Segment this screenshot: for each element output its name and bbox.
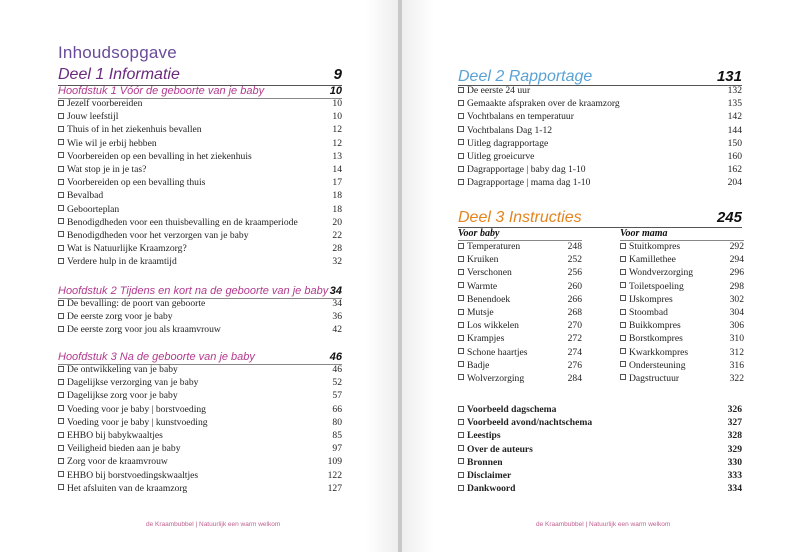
deel-3-label: Deel 3 Instructies (458, 209, 582, 226)
toc-entry-page: 274 (567, 346, 582, 358)
toc-entry-page: 284 (567, 372, 582, 384)
toc-entry-label: Toiletspoeling (629, 280, 684, 292)
checkbox-icon (58, 445, 64, 451)
toc-entry-label: Wat stop je in je tas? (67, 164, 147, 176)
deel-3-underline (458, 227, 742, 228)
toc-entry[interactable] (620, 266, 744, 279)
toc-entry[interactable] (458, 280, 582, 293)
toc-entry-label: Stuitkompres (629, 241, 681, 253)
toc-entry-page: 14 (332, 164, 342, 176)
toc-entry-label: Schone haartjes (467, 346, 528, 358)
toc-entry[interactable] (58, 455, 342, 468)
toc-entry-page: 276 (567, 359, 582, 371)
toc-entry-label: Uitleg groeicurve (467, 151, 535, 163)
toc-entry-page: 248 (567, 241, 582, 253)
toc-entry-page: 329 (727, 443, 742, 455)
checkbox-icon (58, 205, 64, 211)
toc-entry-page: 294 (729, 254, 744, 266)
toc-entry-label: Voorbeeld dagschema (467, 404, 557, 416)
checkbox-icon (458, 472, 464, 478)
voor-mama-list (620, 240, 744, 385)
toc-entry[interactable] (458, 176, 742, 189)
toc-entry-label: EHBO bij babykwaaltjes (67, 430, 163, 442)
toc-entry-page: 310 (729, 333, 744, 345)
toc-entry-page: 46 (332, 364, 342, 376)
toc-entry-page: 28 (332, 243, 342, 255)
toc-entry-page: 268 (567, 307, 582, 319)
voor-mama-heading: Voor mama (620, 228, 668, 239)
toc-entry-label: Dagrapportage | mama dag 1-10 (467, 177, 591, 189)
toc-entry-page: 312 (729, 346, 744, 358)
checkbox-icon (58, 405, 64, 411)
toc-entry-label: Benodigdheden voor het verzorgen van je baby (67, 229, 249, 241)
toc-entry-page: 10 (332, 98, 342, 110)
toc-entry-label: Voeding voor je baby | kunstvoeding (67, 416, 208, 428)
toc-entry-page: 13 (332, 150, 342, 162)
toc-entry[interactable] (620, 319, 744, 332)
toc-entry[interactable] (58, 150, 342, 163)
toc-entry-label: Vochtbalans Dag 1-12 (467, 124, 553, 136)
toc-entry-label: De bevalling: de poort van geboorte (67, 298, 206, 310)
hoofdstuk-3-label: Hoofdstuk 3 Na de geboorte van je baby (58, 351, 255, 363)
checkbox-icon (458, 445, 464, 451)
checkbox-icon (458, 126, 464, 132)
toc-entry-label: Warmte (467, 280, 498, 292)
checkbox-icon (58, 379, 64, 385)
toc-entry[interactable] (58, 323, 342, 336)
toc-entry-label: Vochtbalans en temperatuur (467, 111, 574, 123)
toc-entry-page: 42 (332, 324, 342, 336)
toc-entry[interactable] (458, 403, 742, 416)
checkbox-icon (620, 335, 626, 341)
toc-entry[interactable] (58, 403, 342, 416)
checkbox-icon (458, 269, 464, 275)
toc-entry-label: Krampjes (467, 333, 505, 345)
toc-entry-page: 144 (727, 124, 742, 136)
toc-entry-page: 22 (332, 229, 342, 241)
toc-entry-label: Voorbereiden op een bevalling thuis (67, 177, 206, 189)
toc-entry-label: Over de auteurs (467, 443, 533, 455)
checkbox-icon (58, 126, 64, 132)
toc-entry-page: 132 (727, 85, 742, 97)
toc-entry-label: IJskompres (629, 293, 673, 305)
toc-entry[interactable] (58, 442, 342, 455)
hoofdstuk-1-list (58, 97, 342, 268)
toc-entry[interactable] (620, 253, 744, 266)
checkbox-icon (58, 231, 64, 237)
toc-entry[interactable] (58, 297, 342, 310)
toc-entry[interactable] (58, 176, 342, 189)
toc-entry-page: 298 (729, 280, 744, 292)
checkbox-icon (58, 166, 64, 172)
toc-entry-label: Badje (467, 359, 490, 371)
toc-entry[interactable] (620, 240, 744, 253)
toc-entry[interactable] (58, 97, 342, 110)
toc-entry-page: 322 (729, 372, 744, 384)
toc-entry[interactable] (58, 416, 342, 429)
toc-entry[interactable] (620, 306, 744, 319)
toc-entry-page: 18 (332, 190, 342, 202)
toc-entry-page: 306 (729, 320, 744, 332)
toc-entry[interactable] (458, 346, 582, 359)
toc-entry-label: Dagrapportage | baby dag 1-10 (467, 164, 586, 176)
toc-entry-page: 252 (567, 254, 582, 266)
checkbox-icon (58, 179, 64, 185)
toc-entry-label: Dagelijkse zorg voor je baby (67, 390, 178, 402)
checkbox-icon (58, 192, 64, 198)
deel-3-heading[interactable] (458, 209, 742, 227)
toc-entry-label: De ontwikkeling van je baby (67, 364, 178, 376)
toc-entry-page: 12 (332, 124, 342, 136)
toc-entry-page: 36 (332, 311, 342, 323)
checkbox-icon (458, 419, 464, 425)
toc-entry-label: Borstkompres (629, 333, 683, 345)
toc-entry-page: 327 (727, 417, 742, 429)
toc-entry[interactable] (458, 137, 742, 150)
toc-entry[interactable] (458, 306, 582, 319)
toc-entry-page: 34 (332, 298, 342, 310)
toc-entry-label: Benendoek (467, 293, 511, 305)
checkbox-icon (458, 374, 464, 380)
toc-entry-page: 135 (727, 98, 742, 110)
toc-entry[interactable] (458, 469, 742, 482)
toc-entry-label: Verdere hulp in de kraamtijd (67, 256, 177, 268)
toc-entry-label: Kruiken (467, 254, 499, 266)
toc-entry-page: 109 (327, 456, 342, 468)
toc-entry[interactable] (458, 443, 742, 456)
toc-entry-label: Wolverzorging (467, 372, 525, 384)
deel-2-list (458, 84, 742, 190)
toc-entry-page: 12 (332, 137, 342, 149)
checkbox-icon (58, 484, 64, 490)
toc-entry-label: Bevalbad (67, 190, 104, 202)
toc-entry-page: 272 (567, 333, 582, 345)
checkbox-icon (620, 348, 626, 354)
toc-entry-label: Wat is Natuurlijke Kraamzorg? (67, 243, 187, 255)
checkbox-icon (458, 166, 464, 172)
toc-entry-label: Jezelf voorbereiden (67, 98, 143, 110)
toc-entry-label: Mutsje (467, 307, 494, 319)
toc-entry-page: 266 (567, 293, 582, 305)
hoofdstuk-2-heading[interactable] (58, 285, 342, 297)
toc-entry-page: 256 (567, 267, 582, 279)
hoofdstuk-2-list (58, 297, 342, 337)
checkbox-icon (458, 485, 464, 491)
voor-baby-heading: Voor baby (458, 228, 500, 239)
toc-entry-page: 302 (729, 293, 744, 305)
toc-entry-page: 52 (332, 377, 342, 389)
toc-entry[interactable] (58, 482, 342, 495)
footer-left: de Kraambubbel | Natuurlijk een warm welkom (146, 521, 281, 528)
checkbox-icon (458, 282, 464, 288)
toc-entry[interactable] (458, 293, 582, 306)
toc-entry[interactable] (458, 240, 582, 253)
checkbox-icon (458, 432, 464, 438)
checkbox-icon (458, 322, 464, 328)
toc-entry[interactable] (58, 255, 342, 268)
toc-entry-label: Benodigdheden voor een thuisbevalling en de kraamperiode (67, 216, 298, 228)
checkbox-icon (458, 406, 464, 412)
hoofdstuk-3-page: 46 (329, 351, 342, 363)
toc-entry-label: Disclaimer (467, 470, 512, 482)
toc-entry-page: 57 (332, 390, 342, 402)
checkbox-icon (620, 269, 626, 275)
toc-entry-label: Temperaturen (467, 241, 521, 253)
toc-entry-label: Buikkompres (629, 320, 681, 332)
toc-entry[interactable] (58, 242, 342, 255)
checkbox-icon (58, 392, 64, 398)
toc-entry-label: De eerste zorg voor jou als kraamvrouw (67, 324, 221, 336)
toc-entry-page: 18 (332, 203, 342, 215)
checkbox-icon (58, 300, 64, 306)
toc-entry-page: 204 (727, 177, 742, 189)
checkbox-icon (458, 309, 464, 315)
checkbox-icon (58, 113, 64, 119)
right-page (402, 0, 800, 552)
checkbox-icon (58, 366, 64, 372)
toc-entry[interactable] (58, 429, 342, 442)
checkbox-icon (458, 243, 464, 249)
toc-entry[interactable] (58, 137, 342, 150)
toc-entry-page: 127 (327, 482, 342, 494)
toc-entry[interactable] (458, 253, 582, 266)
toc-entry-label: Het afsluiten van de kraamzorg (67, 482, 188, 494)
toc-entry-label: Uitleg dagrapportage (467, 137, 549, 149)
toc-entry[interactable] (620, 372, 744, 385)
toc-entry[interactable] (620, 280, 744, 293)
checkbox-icon (58, 471, 64, 477)
toc-entry[interactable] (58, 216, 342, 229)
checkbox-icon (620, 256, 626, 262)
toc-entry-label: Veiligheid bieden aan je baby (67, 443, 181, 455)
checkbox-icon (458, 256, 464, 262)
hoofdstuk-2-page: 34 (329, 285, 342, 297)
toc-entry[interactable] (458, 97, 742, 110)
checkbox-icon (458, 361, 464, 367)
checkbox-icon (458, 348, 464, 354)
checkbox-icon (58, 313, 64, 319)
toc-entry[interactable] (458, 110, 742, 123)
toc-entry-label: Bronnen (467, 456, 503, 468)
toc-entry-label: Los wikkelen (467, 320, 519, 332)
toc-entry-page: 66 (332, 403, 342, 415)
toc-entry-page: 304 (729, 307, 744, 319)
toc-entry-label: Kamillethee (629, 254, 676, 266)
toc-entry-label: Zorg voor de kraamvrouw (67, 456, 168, 468)
toc-entry[interactable] (58, 229, 342, 242)
toc-entry-label: Dagelijkse verzorging van je baby (67, 377, 199, 389)
checkbox-icon (458, 179, 464, 185)
extra-list (458, 403, 742, 495)
checkbox-icon (58, 326, 64, 332)
toc-entry-label: Kwarkkompres (629, 346, 689, 358)
hoofdstuk-2-label: Hoofdstuk 2 Tijdens en kort na de geboorte van je baby (58, 285, 329, 297)
toc-entry[interactable] (620, 293, 744, 306)
toc-entry-page: 20 (332, 216, 342, 228)
toc-entry-label: Wondverzorging (629, 267, 694, 279)
toc-entry-label: Stoombad (629, 307, 668, 319)
checkbox-icon (458, 113, 464, 119)
toc-entry[interactable] (458, 163, 742, 176)
checkbox-icon (58, 458, 64, 464)
toc-entry[interactable] (458, 332, 582, 345)
toc-entry[interactable] (458, 429, 742, 442)
checkbox-icon (620, 243, 626, 249)
toc-entry-label: Verschonen (467, 267, 512, 279)
toc-entry-label: De eerste 24 uur (467, 85, 531, 97)
toc-entry[interactable] (58, 363, 342, 376)
toc-entry-label: Gemaakte afspraken over de kraamzorg (467, 98, 620, 110)
toc-entry[interactable] (458, 416, 742, 429)
toc-entry-page: 32 (332, 256, 342, 268)
toc-entry-label: EHBO bij borstvoedingskwaaltjes (67, 469, 199, 481)
toc-entry-label: Jouw leefstijl (67, 111, 119, 123)
toc-entry-label: Wie wil je erbij hebben (67, 137, 157, 149)
checkbox-icon (458, 153, 464, 159)
hoofdstuk-1-label: Hoofdstuk 1 Vóór de geboorte van je baby (58, 85, 265, 97)
checkbox-icon (458, 100, 464, 106)
hoofdstuk-3-heading[interactable] (58, 351, 342, 363)
toc-entry[interactable] (58, 189, 342, 202)
toc-entry[interactable] (620, 346, 744, 359)
checkbox-icon (458, 295, 464, 301)
toc-entry[interactable] (58, 310, 342, 323)
deel-1-heading[interactable] (58, 66, 342, 84)
hoofdstuk-3-list (58, 363, 342, 495)
toc-entry[interactable] (58, 469, 342, 482)
checkbox-icon (58, 245, 64, 251)
toc-entry-label: Dagstructuur (629, 372, 680, 384)
toc-entry-page: 316 (729, 359, 744, 371)
deel-2-label: Deel 2 Rapportage (458, 68, 593, 85)
checkbox-icon (458, 87, 464, 93)
checkbox-icon (58, 432, 64, 438)
toc-entry[interactable] (458, 319, 582, 332)
toc-entry-label: Leestips (467, 430, 501, 442)
toc-entry-page: 160 (727, 151, 742, 163)
checkbox-icon (620, 322, 626, 328)
toc-entry[interactable] (620, 359, 744, 372)
checkbox-icon (620, 361, 626, 367)
checkbox-icon (458, 139, 464, 145)
toc-entry[interactable] (458, 456, 742, 469)
checkbox-icon (58, 418, 64, 424)
toc-entry-page: 260 (567, 280, 582, 292)
toc-entry-page: 97 (332, 443, 342, 455)
checkbox-icon (458, 458, 464, 464)
left-page (0, 0, 398, 552)
toc-entry[interactable] (58, 123, 342, 136)
toc-entry[interactable] (458, 482, 742, 495)
toc-entry-page: 334 (727, 483, 742, 495)
toc-entry-page: 326 (727, 404, 742, 416)
checkbox-icon (620, 309, 626, 315)
checkbox-icon (58, 100, 64, 106)
toc-entry[interactable] (458, 150, 742, 163)
toc-entry-label: Ondersteuning (629, 359, 686, 371)
toc-entry-label: Voeding voor je baby | borstvoeding (67, 403, 206, 415)
toc-entry-label: Geboorteplan (67, 203, 120, 215)
checkbox-icon (620, 282, 626, 288)
toc-entry-label: Voorbereiden op een bevalling in het ziekenhuis (67, 150, 252, 162)
hoofdstuk-1-heading[interactable] (58, 85, 342, 97)
toc-entry[interactable] (58, 203, 342, 216)
toc-entry-page: 10 (332, 111, 342, 123)
toc-entry-page: 162 (727, 164, 742, 176)
toc-entry-page: 328 (727, 430, 742, 442)
footer-right: de Kraambubbel | Natuurlijk een warm welkom (536, 521, 671, 528)
toc-entry[interactable] (58, 376, 342, 389)
checkbox-icon (620, 295, 626, 301)
toc-entry-page: 150 (727, 137, 742, 149)
toc-entry[interactable] (58, 163, 342, 176)
checkbox-icon (58, 152, 64, 158)
toc-entry[interactable] (458, 84, 742, 97)
checkbox-icon (58, 218, 64, 224)
toc-entry[interactable] (58, 110, 342, 123)
toc-entry-label: Dankwoord (467, 483, 516, 495)
hoofdstuk-1-page: 10 (329, 85, 342, 97)
deel-1-label: Deel 1 Informatie (58, 66, 180, 83)
toc-entry[interactable] (458, 266, 582, 279)
voor-baby-list (458, 240, 582, 385)
toc-entry-page: 80 (332, 416, 342, 428)
deel-2-page: 131 (716, 68, 742, 85)
toc-entry-page: 270 (567, 320, 582, 332)
toc-entry-page: 17 (332, 177, 342, 189)
deel-1-page: 9 (333, 66, 342, 83)
toc-entry[interactable] (458, 124, 742, 137)
toc-entry-page: 296 (729, 267, 744, 279)
checkbox-icon (58, 139, 64, 145)
toc-entry-page: 333 (727, 470, 742, 482)
toc-entry-page: 292 (729, 241, 744, 253)
toc-entry-page: 330 (727, 456, 742, 468)
checkbox-icon (620, 374, 626, 380)
toc-entry-label: Voorbeeld avond/nachtschema (467, 417, 593, 429)
toc-entry[interactable] (458, 359, 582, 372)
toc-entry-page: 142 (727, 111, 742, 123)
checkbox-icon (58, 258, 64, 264)
toc-entry-label: De eerste zorg voor je baby (67, 311, 173, 323)
toc-entry-label: Thuis of in het ziekenhuis bevallen (67, 124, 202, 136)
toc-entry[interactable] (58, 389, 342, 402)
page-title: Inhoudsopgave (58, 43, 177, 62)
toc-entry-page: 85 (332, 430, 342, 442)
toc-entry-page: 122 (327, 469, 342, 481)
deel-3-page: 245 (716, 209, 742, 226)
checkbox-icon (458, 335, 464, 341)
toc-entry[interactable] (458, 372, 582, 385)
toc-entry[interactable] (620, 332, 744, 345)
